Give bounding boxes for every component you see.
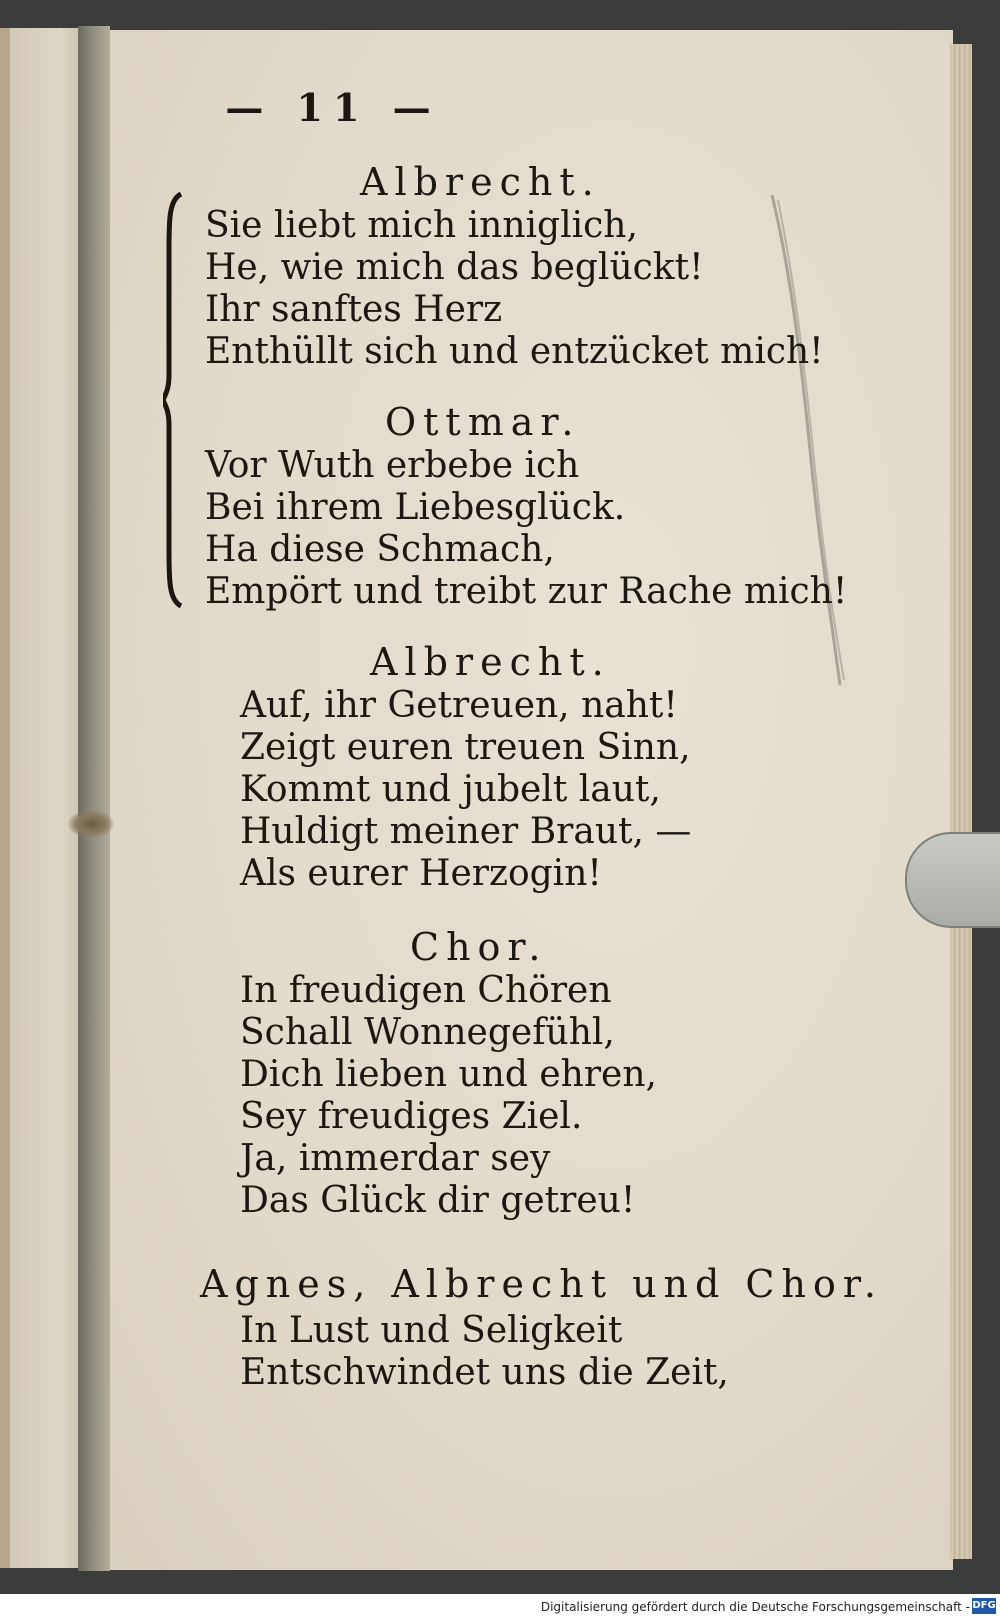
binding-stitch (68, 810, 114, 838)
page-edges (950, 44, 972, 1559)
verse-line: Sey freudiges Ziel. (240, 1096, 583, 1137)
left-page (0, 28, 86, 1568)
verse-line: Huldigt meiner Braut, — (240, 811, 692, 852)
verse-line: Enthüllt sich und entzücket mich! (205, 331, 824, 372)
verse-line: Sie liebt mich inniglich, (205, 205, 638, 246)
verse-line: Das Glück dir getreu! (240, 1180, 636, 1221)
verse-line: Zeigt euren treuen Sinn, (240, 727, 691, 768)
page-clip (905, 832, 1000, 928)
book-gutter (78, 26, 110, 1571)
speaker-albrecht: Albrecht. (360, 160, 601, 204)
verse-line: Kommt und jubelt laut, (240, 769, 661, 810)
verse-line: Entschwindet uns die Zeit, (240, 1352, 729, 1393)
verse-line: Empört und treibt zur Rache mich! (205, 571, 848, 612)
stanza-bracket (163, 190, 187, 610)
verse-line: Ha diese Schmach, (205, 529, 555, 570)
left-page-edge (0, 28, 10, 1568)
verse-line: Als eurer Herzogin! (240, 853, 602, 894)
speaker-albrecht-2: Albrecht. (370, 640, 611, 684)
speaker-ottmar: Ottmar. (385, 400, 581, 444)
stanza-albrecht-2 (240, 685, 691, 895)
speaker-agnes-albrecht-chor: Agnes, Albrecht und Chor. (200, 1262, 883, 1306)
verse-line: He, wie mich das beglückt! (205, 247, 704, 288)
verse-line: Ja, immerdar sey (240, 1138, 551, 1179)
verse-line: In freudigen Chören (240, 970, 612, 1011)
verse-line: Dich lieben und ehren, (240, 1054, 657, 1095)
stanza-albrecht (205, 205, 824, 373)
verse-line: Bei ihrem Liebesglück. (205, 487, 626, 528)
verse-line: Schall Wonnegefühl, (240, 1012, 615, 1053)
stanza-ottmar (205, 445, 847, 613)
page-number: — 11 — (225, 85, 441, 130)
verse-line: In Lust und Seligkeit (240, 1310, 623, 1351)
speaker-chor: Chor. (410, 925, 548, 969)
dfg-logo: DFG (972, 1598, 996, 1614)
stanza-chor (240, 970, 657, 1222)
stanza-agnes-albrecht-chor (240, 1310, 729, 1394)
verse-line: Auf, ihr Getreuen, naht! (240, 685, 678, 726)
digitization-credit: Digitalisierung gefördert durch die Deutsche Forschungsgemeinschaft - (540, 1600, 970, 1614)
verse-line: Vor Wuth erbebe ich (205, 445, 580, 486)
verse-line: Ihr sanftes Herz (205, 289, 503, 330)
